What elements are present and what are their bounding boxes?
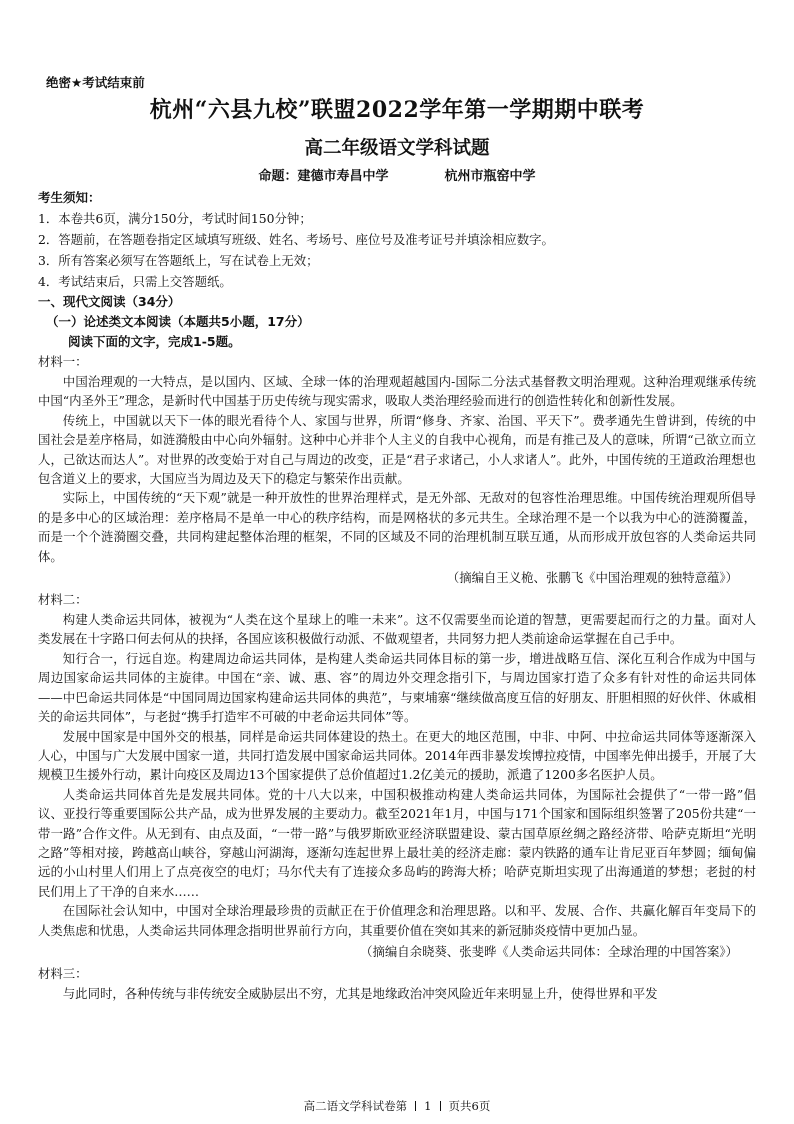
material-2-paragraph: 发展中国家是中国外交的根基，同样是命运共同体建设的热土。在更大的地区范围，中非、中阿、中拉命运共同体等逐渐深入人心，中国与广大发展中国家一道，共同打造发展中国家命运共同体。2014年西非暴发埃博拉疫情，中国率先伸出援手，开展了大规模卫生援外行动，累计向疫区及周边13个国家提供了总价值超过1.2亿美元的援助，派遣了1200多名医护人员。	[38, 728, 756, 783]
material-2-source: （摘编自余晓葵、张斐晔《人类命运共同体：全球治理的中国答案》）	[360, 943, 738, 959]
page-footer	[0, 1097, 794, 1116]
author-2: 杭州市瓶窑中学	[444, 169, 536, 184]
notice-item: 4．考试结束后，只需上交答题纸。	[38, 274, 232, 289]
footer-page-number: 1	[424, 1099, 432, 1113]
notice-item: 2．答题前，在答题卷指定区域填写班级、姓名、考场号、座位号及准考证号并填涂相应数字。	[38, 232, 554, 247]
reading-instruction: 阅读下面的文字，完成1-5题。	[68, 334, 241, 349]
notice-item: 3．所有答案必须写在答题纸上，写在试卷上无效；	[38, 253, 319, 268]
footer-left-text: 高二语文学科试卷第	[303, 1099, 408, 1113]
material-2-paragraph: 知行合一，行远自迩。构建周边命运共同体，是构建人类命运共同体目标的第一步，增进战略互信、深化互利合作成为中国与周边国家命运共同体的主旋律。中国在“亲、诚、惠、容”的周边外交理念指引下，与周边国家打造了众多有针对性的命运共同体——中巴命运共同体是“中国同周边国家构建命运共同体的典范”，与柬埔寨“继续做高度互信的好朋友、肝胆相照的好伙伴、休戚相关的命运共同体”，与老挝“携手打造牢不可破的中老命运共同体”等。	[38, 650, 756, 725]
author-1: 命题：建德市寿昌中学	[258, 169, 389, 184]
subsection-title: （一）论述类文本阅读（本题共5小题，17分）	[46, 314, 310, 329]
material-2-paragraph: 人类命运共同体首先是发展共同体。党的十八大以来，中国积极推动构建人类命运共同体，为国际社会提供了“一带一路”倡议、亚投行等重要国际公共产品，成为世界发展的主要动力。截至2021年1月，中国与171个国家和国际组织签署了205份共建“一带一路”合作文件。从无到有、由点及面，“一带一路”与俄罗斯欧亚经济联盟建设、蒙古国草原丝绸之路经济带、哈萨克斯坦“光明之路”等相对接，跨越高山峡谷，穿越山河湖海，逐渐勾连起世界上最壮美的经济走廊：蒙内铁路的通车让肯尼亚百年梦圆；缅甸偏远的小山村里人们用上了点亮夜空的电灯；马尔代夫有了连接众多岛屿的跨海大桥；哈萨克斯坦实现了出海通道的梦想；老挝的村民们用上了干净的自来水……	[38, 786, 756, 899]
material-3-label: 材料三：	[38, 965, 88, 981]
material-2-paragraph: 构建人类命运共同体，被视为“人类在这个星球上的唯一未来”。这不仅需要坐而论道的智慧，更需要起而行之的力量。面对人类发展在十字路口何去何从的抉择，各国应该积极做行动派、不做观望者，共同努力把人类前途命运掌握在自己手中。	[38, 612, 756, 647]
page-divider-mark	[415, 1101, 416, 1111]
material-2-label: 材料二：	[38, 592, 88, 608]
material-1-source: （摘编自王义桅、张鹏飞《中国治理观的独特意蕴》）	[446, 570, 738, 586]
material-1-paragraph: 实际上，中国传统的“天下观”就是一种开放性的世界治理样式，是无外部、无敌对的包容性治理思维。中国传统治理观所倡导的是多中心的区域治理：差序格局不是单一中心的秩序结构，而是网格状的多元共生。全球治理不是一个以我为中心的涟漪覆盖，而是一个个涟漪圈交叠，共同构建起整体治理的框架，不同的区域及不同的治理机制互联互通，从而形成开放包容的人类命运共同体。	[38, 490, 756, 564]
material-3-paragraph: 与此同时，各种传统与非传统安全威胁层出不穷，尤其是地缘政治冲突风险近年来明显上升，使得世界和平发	[62, 985, 658, 1001]
notice-item: 1．本卷共6页，满分150分，考试时间150分钟；	[38, 211, 312, 226]
exam-subtitle: 高二年级语文学科试题	[304, 138, 490, 159]
material-1-paragraph: 中国治理观的一大特点，是以国内、区域、全球一体的治理观超越国内-国际二分法式基督教文明治理观。这种治理观继承传统中国“内圣外王”理念，是新时代中国基于历史传统与现实需求，吸取人类治理经验而进行的创造性转化和创新性发展。	[38, 374, 756, 409]
material-1-label: 材料一：	[38, 354, 88, 369]
material-1-paragraph: 传统上，中国就以天下一体的眼光看待个人、家国与世界，所谓“修身、齐家、治国、平天下”。费孝通先生曾讲到，传统的中国社会是差序格局，如涟漪般由中心向外辐射。这种中心并非个人主义的自我中心视角，而是有推己及人的意味，所谓“己欲立而立人，己欲达而达人”。对世界的改变始于对自己与周边的改变，正是“君子求诸己，小人求诸人”。此外，中国传统的王道政治理想也包含道义上的要求，大国应当为周边及天下的稳定与繁荣作出贡献。	[38, 412, 756, 487]
exam-title: 杭州“六县九校”联盟2022学年第一学期期中联考	[149, 97, 645, 123]
confidential-mark: 绝密★考试结束前	[46, 75, 145, 90]
authors-line	[38, 166, 756, 188]
material-2-paragraph: 在国际社会认知中，中国对全球治理最珍贵的贡献正在于价值理念和治理思路。以和平、发展、合作、共赢化解百年变局下的人类焦虑和忧患，人类命运共同体理念指明世界前行方向，其重要价值在突如其来的新冠肺炎疫情中更加凸显。	[38, 903, 756, 938]
notice-heading: 考生须知：	[38, 190, 101, 205]
section-title: 一、现代文阅读（34分）	[38, 294, 181, 309]
footer-right-text: 页共6页	[448, 1099, 491, 1113]
page-divider-mark	[440, 1101, 441, 1111]
